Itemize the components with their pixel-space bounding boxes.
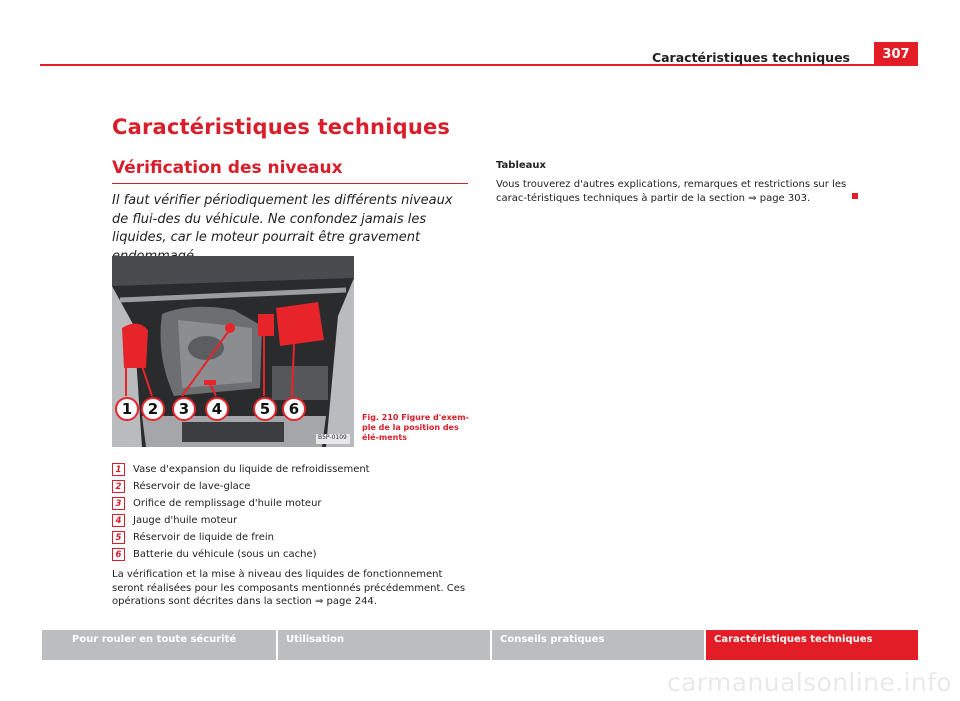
legend-number: 2	[112, 480, 125, 493]
legend-number: 3	[112, 497, 125, 510]
legend-item	[112, 529, 370, 546]
legend-text: Vase d'expansion du liquide de refroidissement	[133, 464, 370, 475]
legend-number: 4	[112, 514, 125, 527]
tab-caracteristiques-techniques[interactable]: Caractéristiques techniques	[706, 630, 918, 660]
section-title: Vérification des niveaux	[112, 158, 343, 178]
legend-text: Jauge d'huile moteur	[133, 515, 238, 526]
figure-callout: 5	[253, 397, 277, 421]
figure-callout: 3	[172, 397, 196, 421]
engine-bay-figure	[112, 256, 354, 447]
figure-code: B5P-0109	[318, 434, 347, 441]
legend-item	[112, 478, 370, 495]
tables-paragraph: Vous trouverez d'autres explications, remarques et restrictions sur les carac-téristiques techniques à partir de la section ⇒ page 303.	[496, 179, 847, 204]
footer-navigation	[42, 630, 918, 660]
legend-text: Réservoir de lave-glace	[133, 481, 251, 492]
legend-text: Réservoir de liquide de frein	[133, 532, 274, 543]
intro-text: Il faut vérifier périodiquement les différents niveaux de flui-des du véhicule. Ne confondez jamais les liquides, car le moteur pourrait être gravement	[112, 193, 453, 245]
legend-number: 6	[112, 548, 125, 561]
figure-callout: 2	[141, 397, 165, 421]
figure-callout: 1	[115, 397, 139, 421]
figure-caption: Fig. 210 Figure d'exem-ple de la position des élé-ments	[362, 413, 469, 442]
figure-callout: 6	[282, 397, 306, 421]
legend-item	[112, 495, 370, 512]
tables-heading: Tableaux	[496, 160, 546, 171]
tab-conseils-pratiques[interactable]: Conseils pratiques	[492, 630, 706, 660]
watermark: carmanualsonline.info	[666, 668, 952, 697]
legend-item	[112, 461, 370, 478]
body-paragraph: La vérification et la mise à niveau des liquides de fonctionnement seront réalisées pour les composants mentionnés précédemment. Ces opérations sont décrites dans la section ⇒ page 244.	[112, 569, 466, 607]
legend-item	[112, 512, 370, 529]
section-rule	[112, 183, 468, 184]
running-header: Caractéristiques techniques	[651, 50, 850, 65]
legend-text: Batterie du véhicule (sous un cache)	[133, 549, 317, 560]
legend-text: Orifice de remplissage d'huile moteur	[133, 498, 322, 509]
figure-callout: 4	[205, 397, 229, 421]
legend-number: 5	[112, 531, 125, 544]
legend-item	[112, 546, 370, 563]
tab-pour-rouler[interactable]: Pour rouler en toute sécurité	[42, 630, 278, 660]
page-number: 307	[874, 42, 918, 66]
end-of-section-marker	[852, 193, 858, 199]
legend-list	[112, 461, 370, 563]
legend-number: 1	[112, 463, 125, 476]
chapter-title: Caractéristiques techniques	[112, 115, 451, 139]
tab-utilisation[interactable]: Utilisation	[278, 630, 492, 660]
